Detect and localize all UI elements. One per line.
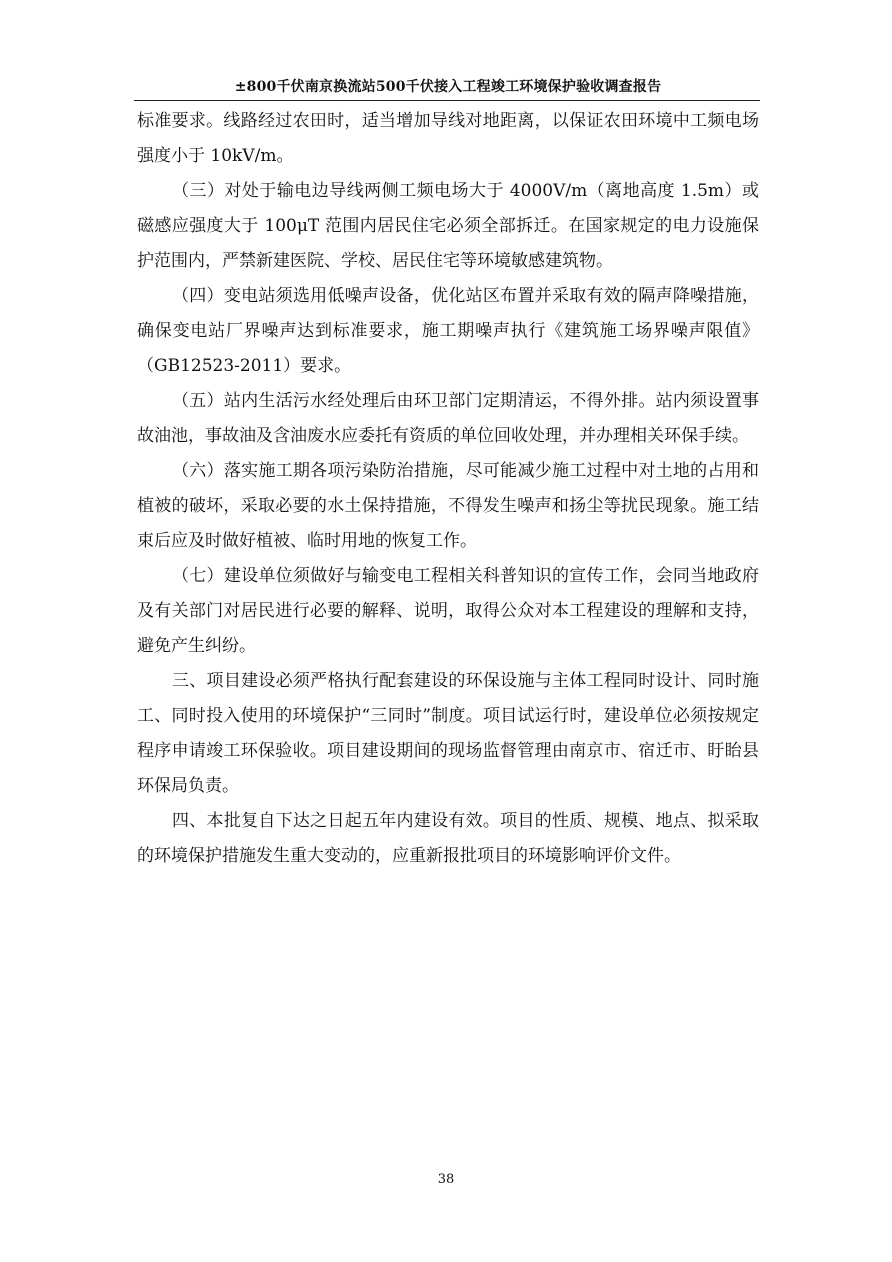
- page-number: 38: [437, 1172, 455, 1187]
- paragraph-continuation: 标准要求。线路经过农田时，适当增加导线对地距离，以保证农田环境中工频电场强度小于 10kV/m。: [137, 111, 759, 166]
- paragraph-item-3: （三）对处于输电边导线两侧工频电场大于 4000V/m（离地高度 1.5m）或磁感应强度大于 100μT 范围内居民住宅必须全部拆迁。在国家规定的电力设施保护范围内，严禁新建医院、学校、居民住宅等环境敏感建筑物。: [137, 181, 759, 271]
- paragraph-section-4: 四、本批复自下达之日起五年内建设有效。项目的性质、规模、地点、拟采取的环境保护措施发生重大变动的，应重新报批项目的环境影响评价文件。: [137, 811, 759, 866]
- paragraph-item-4: （四）变电站须选用低噪声设备，优化站区布置并采取有效的隔声降噪措施，确保变电站厂界噪声达到标准要求，施工期噪声执行《建筑施工场界噪声限值》（GB12523-2011）要求。: [137, 286, 759, 376]
- paragraph-item-7: （七）建设单位须做好与输变电工程相关科普知识的宣传工作，会同当地政府及有关部门对居民进行必要的解释、说明，取得公众对本工程建设的理解和支持，避免产生纠纷。: [137, 566, 759, 656]
- paragraph-item-6: （六）落实施工期各项污染防治措施，尽可能减少施工过程中对土地的占用和植被的破坏，采取必要的水土保持措施，不得发生噪声和扬尘等扰民现象。施工结束后应及时做好植被、临时用地的恢复工作。: [137, 461, 759, 551]
- paragraph-section-3: 三、项目建设必须严格执行配套建设的环保设施与主体工程同时设计、同时施工、同时投入使用的环境保护“三同时”制度。项目试运行时，建设单位必须按规定程序申请竣工环保验收。项目建设期间的现场监督管理由南京市、宿迁市、盱眙县环保局负责。: [137, 671, 759, 796]
- page-header-title: ±800千伏南京换流站500千伏接入工程竣工环境保护验收调查报告: [234, 79, 662, 95]
- paragraph-item-5: （五）站内生活污水经处理后由环卫部门定期清运，不得外排。站内须设置事故油池，事故油及含油废水应委托有资质的单位回收处理，并办理相关环保手续。: [137, 391, 759, 446]
- header-divider: [134, 100, 760, 101]
- body-text: [137, 104, 759, 874]
